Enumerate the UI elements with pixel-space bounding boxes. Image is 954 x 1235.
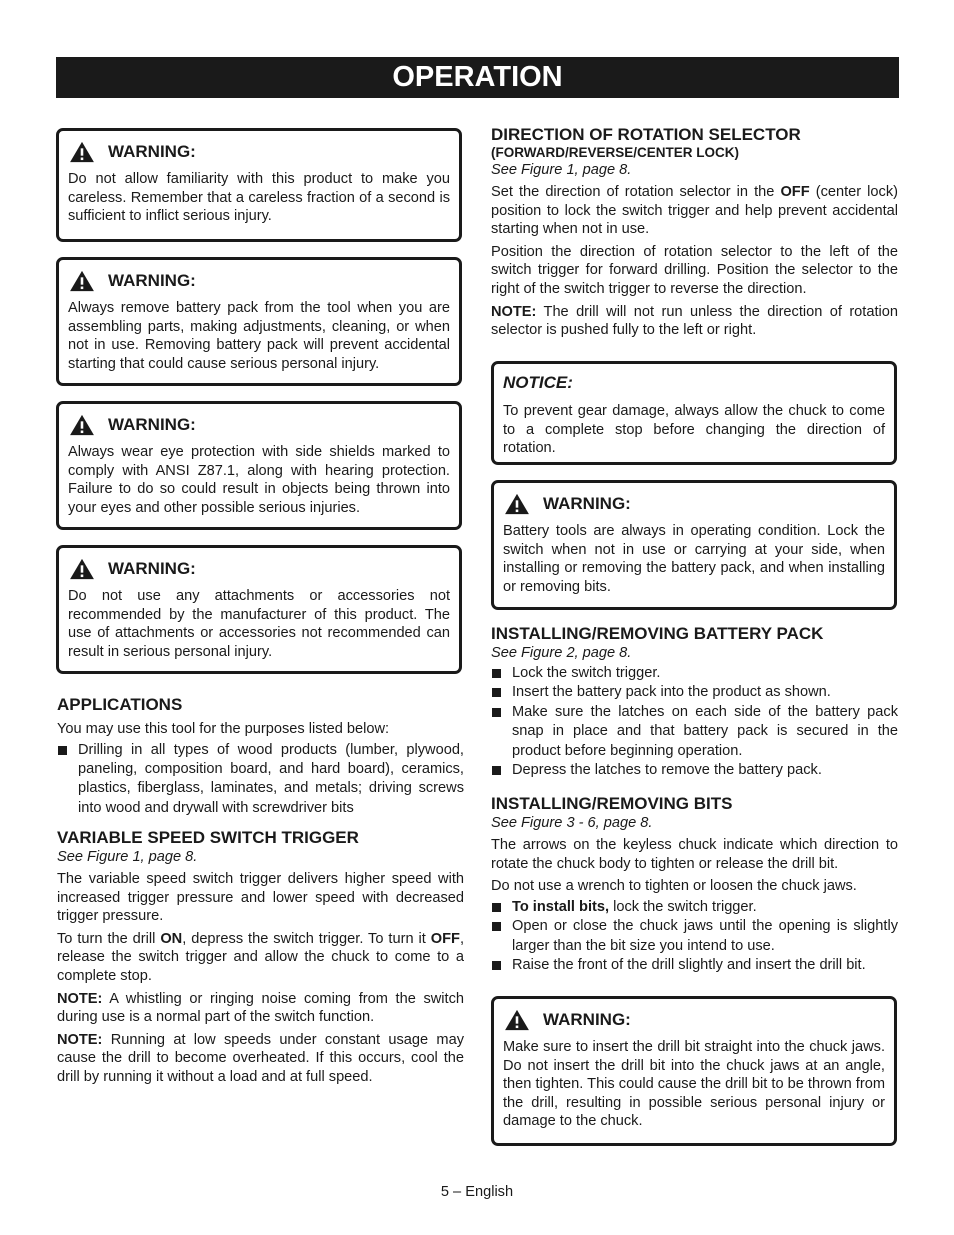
bullet-list <box>491 664 898 780</box>
note-paragraph: NOTE: A whistling or ringing noise coming from the switch during use is a normal part of the switch function. <box>57 990 464 1026</box>
bits-section <box>491 794 898 975</box>
list-item: Lock the switch trigger. <box>491 664 898 683</box>
figure-reference: See Figure 1, page 8. <box>491 162 632 178</box>
warning-triangle-icon <box>68 270 96 292</box>
warning-heading <box>68 557 450 581</box>
notice-box <box>491 361 897 465</box>
warning-box-attachments <box>56 545 462 674</box>
figure-reference: See Figure 2, page 8. <box>491 645 632 661</box>
warning-heading <box>68 140 450 164</box>
bullet-list <box>57 741 464 819</box>
warning-text: Do not allow familiarity with this product to make you careless. Remember that a careless fraction of a second is sufficient to inflict serious injury. <box>68 171 450 225</box>
paragraph: You may use this tool for the purposes listed below: <box>57 721 390 737</box>
page-number: 5 – English <box>440 1184 514 1200</box>
section-heading: INSTALLING/REMOVING BATTERY PACK <box>491 624 824 643</box>
section-heading: INSTALLING/REMOVING BITS <box>491 794 733 813</box>
warning-triangle-icon <box>503 493 531 515</box>
warning-box-battery-removal <box>56 257 462 386</box>
page-title: OPERATION <box>56 57 899 98</box>
list-item: To install bits, lock the switch trigger. <box>491 898 898 917</box>
list-item: Make sure the latches on each side of the battery pack snap in place and that battery pack is secured in the product before beginning operation. <box>491 703 898 761</box>
battery-section <box>491 624 898 780</box>
warning-text: Make sure to insert the drill bit straight into the chuck jaws. Do not insert the drill bit into the chuck jaws at an angle, then tighten. This could cause the drill bit to be thrown from the drill, resulting in possible serious personal injury or damage to the chuck. <box>503 1039 885 1130</box>
warning-box-eye-protection <box>56 401 462 530</box>
notice-text: To prevent gear damage, always allow the chuck to come to a complete stop before changing the direction of rotation. <box>503 403 885 457</box>
figure-reference: See Figure 1, page 8. <box>57 849 198 865</box>
warning-triangle-icon <box>68 558 96 580</box>
list-item: Raise the front of the drill slightly and insert the drill bit. <box>491 956 898 975</box>
list-item: Depress the latches to remove the battery pack. <box>491 761 898 780</box>
section-heading: APPLICATIONS <box>57 695 183 714</box>
warning-heading <box>503 1008 885 1032</box>
warning-label: WARNING: <box>108 271 196 290</box>
list-item: Insert the battery pack into the product as shown. <box>491 683 898 702</box>
paragraph: To turn the drill ON, depress the switch trigger. To turn it OFF, release the switch trigger and allow the chuck to come to a complete stop. <box>57 930 464 984</box>
figure-reference: See Figure 3 - 6, page 8. <box>491 815 653 831</box>
warning-text: Do not use any attachments or accessories not recommended by the manufacturer of this product. The use of attachments or accessories not recommended can result in serious personal injury. <box>68 588 450 660</box>
paragraph: Position the direction of rotation selector to the left of the switch trigger for forward drilling. Position the selector to the right of the switch trigger to reverse the direction. <box>491 243 898 297</box>
rotation-section <box>491 125 898 340</box>
paragraph: Do not use a wrench to tighten or loosen the chuck jaws. <box>491 878 857 895</box>
note-paragraph: NOTE: Running at low speeds under constant usage may cause the drill to become overheated. If this occurs, cool the drill by running it without a load and at full speed. <box>57 1031 464 1085</box>
bullet-list <box>491 898 898 976</box>
warning-heading <box>68 413 450 437</box>
warning-label: WARNING: <box>108 559 196 578</box>
warning-text: Battery tools are always in operating condition. Lock the switch when not in use or carrying at your side, when installing or removing the battery pack, and when installing or removing bits. <box>503 523 885 595</box>
paragraph: The variable speed switch trigger delivers higher speed with increased trigger pressure and lower speed with decreased trigger pressure. <box>57 871 464 925</box>
trigger-section <box>57 828 464 1087</box>
list-item: Open or close the chuck jaws until the opening is slightly larger than the bit size you intend to use. <box>491 917 898 956</box>
warning-label: WARNING: <box>108 415 196 434</box>
warning-box-drill-bit <box>491 996 897 1146</box>
section-heading: VARIABLE SPEED SWITCH TRIGGER <box>57 828 359 847</box>
section-subheading: (FORWARD/REVERSE/CENTER LOCK) <box>491 145 740 160</box>
warning-label: WARNING: <box>108 142 196 161</box>
warning-triangle-icon <box>503 1009 531 1031</box>
paragraph: Set the direction of rotation selector in the OFF (center lock) position to lock the switch trigger and help prevent accidental starting when not in use. <box>491 184 898 238</box>
warning-heading <box>68 269 450 293</box>
warning-label: WARNING: <box>543 1010 631 1029</box>
notice-label: NOTICE: <box>503 373 573 392</box>
applications-section <box>57 695 464 818</box>
paragraph: The arrows on the keyless chuck indicate which direction to rotate the chuck body to tighten or release the drill bit. <box>491 837 898 872</box>
warning-heading <box>503 492 885 516</box>
warning-triangle-icon <box>68 414 96 436</box>
warning-box-familiarity <box>56 128 462 242</box>
list-item: Drilling in all types of wood products (lumber, plywood, paneling, composition board, and hard board), ceramics, plastics, fiberglass, laminates, and metals; driving screws into wood and drywall with screwdriver bits <box>57 741 464 819</box>
warning-box-battery-tools <box>491 480 897 610</box>
warning-triangle-icon <box>68 141 96 163</box>
section-heading: DIRECTION OF ROTATION SELECTOR <box>491 125 801 144</box>
warning-label: WARNING: <box>543 494 631 513</box>
warning-text: Always remove battery pack from the tool when you are assembling parts, making adjustments, cleaning, or when not in use. Removing battery pack will prevent accidental starting that could cause serious personal injury. <box>68 300 450 372</box>
warning-text: Always wear eye protection with side shields marked to comply with ANSI Z87.1, along with hearing protection. Failure to do so could result in objects being thrown into your eyes and other possible serious injuries. <box>68 444 450 516</box>
note-paragraph: NOTE: The drill will not run unless the direction of rotation selector is pushed fully to the left or right. <box>491 303 898 339</box>
